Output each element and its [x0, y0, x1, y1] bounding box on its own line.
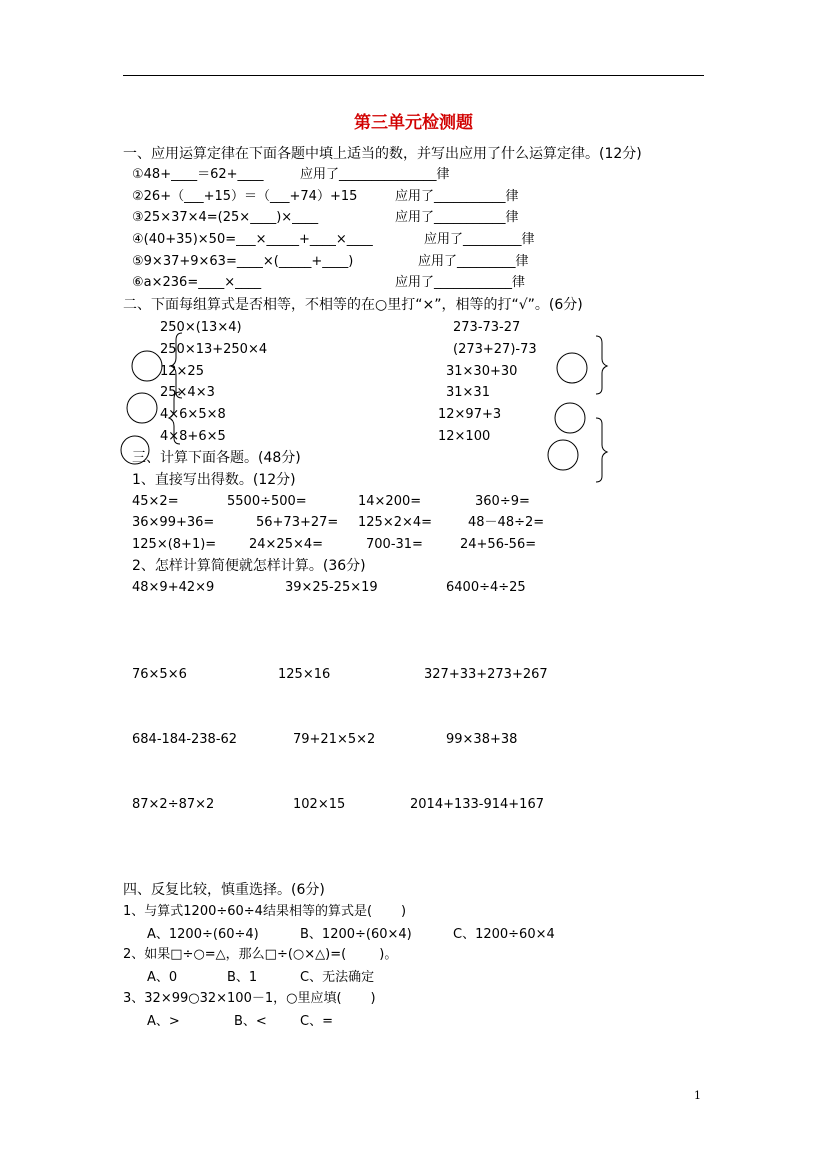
s4-q2-option-a: A、0: [147, 970, 178, 985]
s4-q3-option-a: A、>: [147, 1014, 180, 1029]
s3-oral-2-4: 48－48÷2=: [468, 515, 545, 530]
s3-calc-3-2: 79+21×5×2: [293, 732, 376, 747]
s1-item-2-law: 应用了___________律: [395, 189, 519, 204]
answer-circle-right-3: [548, 440, 578, 470]
s3-oral-2-3: 125×2×4=: [358, 515, 433, 530]
s1-item-6-expr: ⑥a×236=____×____: [132, 275, 262, 290]
s4-q1-option-c: C、1200÷60×4: [453, 927, 555, 942]
section3-sub2-heading: 2、怎样计算简便就怎样计算。(36分): [132, 558, 366, 574]
s4-q1-option-b: B、1200÷(60×4): [300, 927, 412, 942]
s1-item-5-law: 应用了_________律: [418, 254, 529, 269]
s3-oral-2-1: 36×99+36=: [132, 515, 215, 530]
s3-calc-4-1: 87×2÷87×2: [132, 797, 215, 812]
s2-right-6: 12×100: [438, 429, 491, 444]
s1-item-3-law: 应用了___________律: [395, 210, 519, 225]
answer-circle-right-2: [555, 403, 585, 433]
left-brace-2: [169, 392, 180, 444]
s4-q2: 2、如果□÷○=△，那么□÷(○×△)=( )。: [123, 947, 398, 962]
s3-calc-1-2: 39×25-25×19: [285, 580, 378, 595]
s2-left-4: 25×4×3: [160, 385, 215, 400]
s3-oral-1-1: 45×2=: [132, 494, 179, 509]
s3-oral-3-1: 125×(8+1)=: [132, 537, 217, 552]
s1-item-1-law: 应用了_______________律: [300, 167, 450, 182]
s4-q1: 1、与算式1200÷60÷4结果相等的算式是( ): [123, 904, 407, 919]
s3-calc-2-3: 327+33+273+267: [424, 667, 548, 682]
s1-item-2-expr: ②26+（___+15）＝（___+74）+15: [132, 189, 358, 204]
section4-heading: 四、反复比较，慎重选择。(6分): [123, 882, 325, 898]
s4-q2-option-c: C、无法确定: [300, 970, 375, 985]
right-brace-1: [596, 336, 607, 394]
s3-oral-1-4: 360÷9=: [475, 494, 530, 509]
section3-sub1-heading: 1、直接写出得数。(12分): [132, 472, 296, 488]
s4-q3: 3、32×99○32×100－1，○里应填( ): [123, 991, 376, 1006]
s2-right-1: 273-73-27: [453, 320, 521, 335]
s1-item-3-expr: ③25×37×4=(25×____)×____: [132, 210, 319, 225]
s4-q1-option-a: A、1200÷(60÷4): [147, 927, 259, 942]
s1-item-5-expr: ⑤9×37+9×63=____×(_____+____): [132, 254, 354, 269]
s2-right-3: 31×30+30: [446, 364, 518, 379]
answer-circle-right-1: [557, 353, 587, 383]
s4-q3-option-c: C、=: [300, 1014, 333, 1029]
s3-calc-4-3: 2014+133-914+167: [410, 797, 544, 812]
s3-calc-2-2: 125×16: [278, 667, 331, 682]
s3-calc-2-1: 76×5×6: [132, 667, 187, 682]
s3-calc-1-3: 6400÷4÷25: [446, 580, 526, 595]
section1-heading: 一、应用运算定律在下面各题中填上适当的数，并写出应用了什么运算定律。(12分): [123, 146, 642, 162]
s3-calc-3-3: 99×38+38: [446, 732, 518, 747]
s2-right-5: 12×97+3: [438, 407, 502, 422]
s2-left-6: 4×8+6×5: [160, 429, 226, 444]
s2-left-2: 250×13+250×4: [160, 342, 268, 357]
s2-left-3: 12×25: [160, 364, 204, 379]
section2-heading: 二、下面每组算式是否相等，不相等的在○里打“×”，相等的打“√”。(6分): [123, 297, 583, 313]
s3-oral-2-2: 56+73+27=: [256, 515, 339, 530]
s2-left-5: 4×6×5×8: [160, 407, 226, 422]
s3-oral-3-4: 24+56-56=: [460, 537, 537, 552]
s1-item-1-expr: ①48+____＝62+____: [132, 167, 264, 182]
section3-heading: 三、计算下面各题。(48分): [132, 450, 301, 466]
s3-oral-1-3: 14×200=: [358, 494, 422, 509]
s3-calc-1-1: 48×9+42×9: [132, 580, 215, 595]
s4-q2-option-b: B、1: [227, 970, 258, 985]
answer-circle-left-2: [127, 393, 157, 423]
s2-right-2: (273+27)-73: [453, 342, 537, 357]
answer-circle-left-3: [121, 436, 149, 464]
page-number: 1: [694, 1089, 701, 1102]
s1-item-4-law: 应用了_________律: [424, 232, 535, 247]
page-title: 第三单元检测题: [354, 113, 473, 133]
s3-oral-3-3: 700-31=: [366, 537, 423, 552]
s4-q3-option-b: B、<: [234, 1014, 267, 1029]
s2-right-4: 31×31: [446, 385, 490, 400]
s3-oral-3-2: 24×25×4=: [249, 537, 324, 552]
answer-circle-left-1: [132, 351, 162, 381]
s3-calc-4-2: 102×15: [293, 797, 346, 812]
s3-oral-1-2: 5500÷500=: [227, 494, 307, 509]
right-brace-2: [596, 418, 607, 482]
s1-item-6-law: 应用了____________律: [395, 275, 526, 290]
s1-item-4-expr: ④(40+35)×50=___×_____+____×____: [132, 232, 373, 247]
s3-calc-3-1: 684-184-238-62: [132, 732, 238, 747]
s2-left-1: 250×(13×4): [160, 320, 242, 335]
left-brace-1: [171, 333, 182, 398]
